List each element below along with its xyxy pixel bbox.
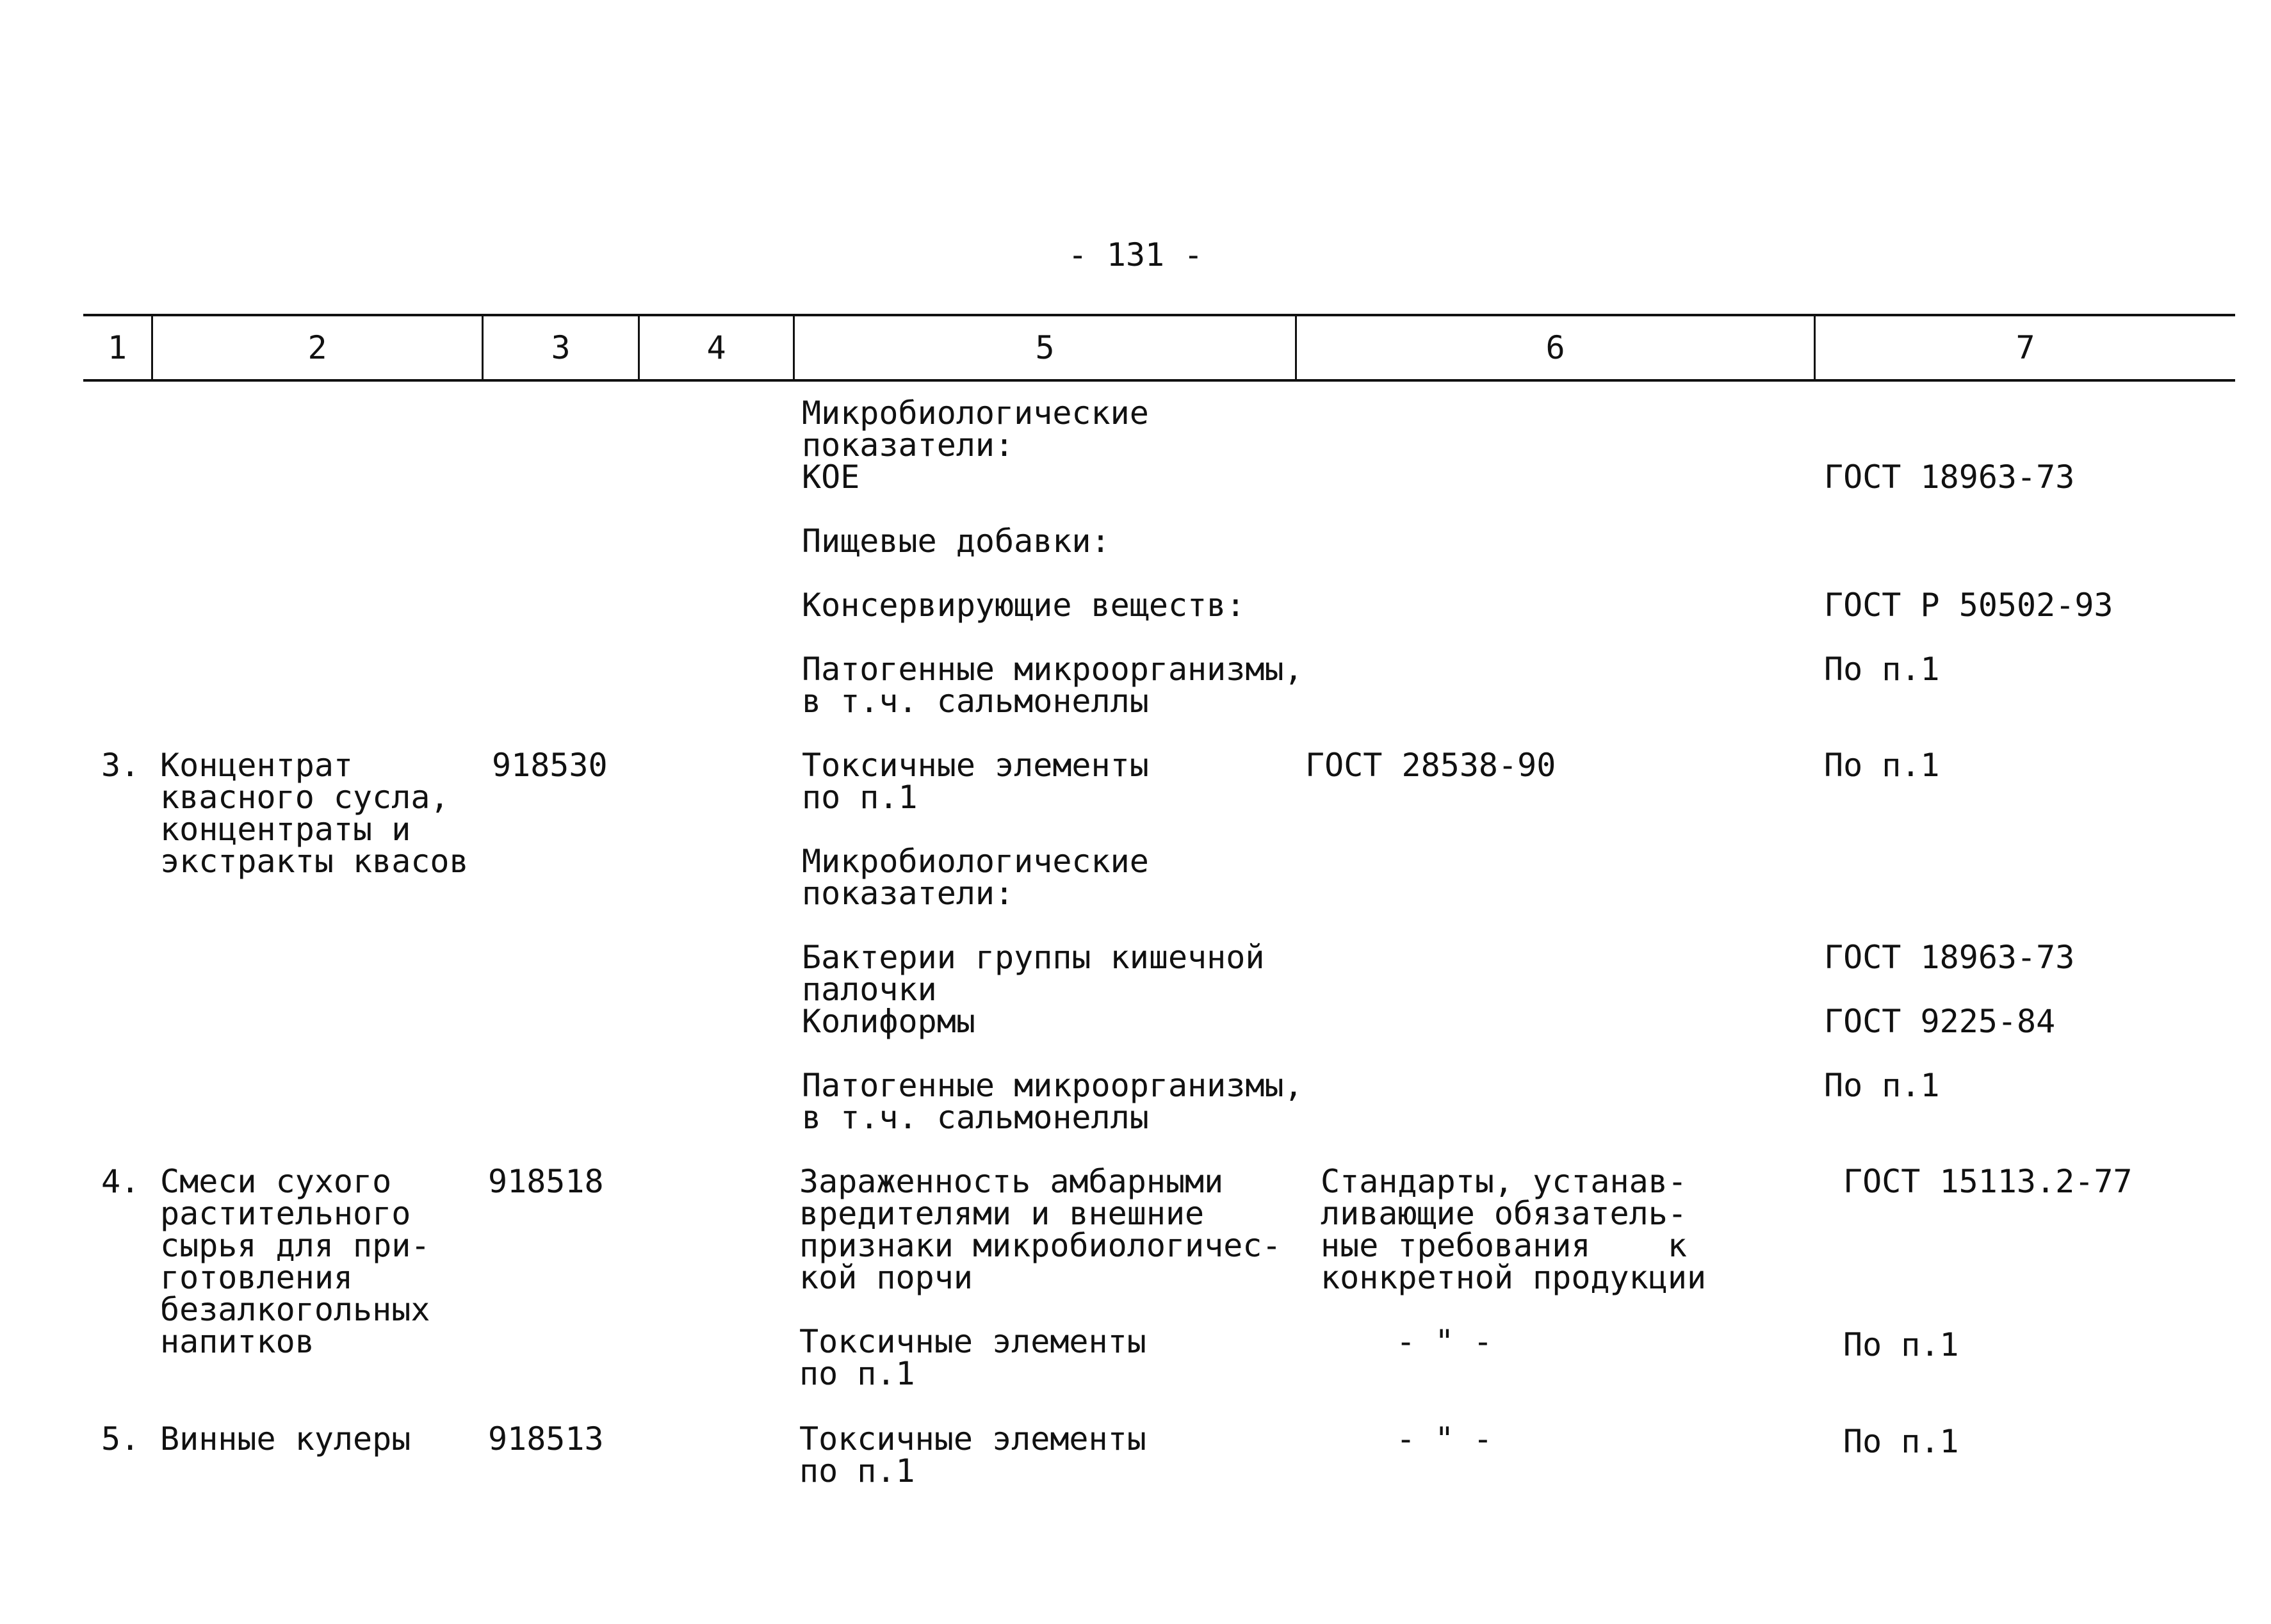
indicator-line: Микробиологические [802,394,1149,432]
norm-cell: По п.1 [1843,1326,1959,1363]
column-header-2: 2 [307,329,327,366]
norm-cell: ГОСТ 9225-84 [1824,1003,2056,1040]
norm-cell: ГОСТ 18963-73 [1824,459,2075,496]
indicator-line: КОЕ [802,459,860,496]
indicator-cell: Пищевые добавки: [802,523,1111,560]
norm-cell: По п.1 [1824,1067,1940,1104]
indicator-line: по п.1 [802,779,918,816]
indicator-line: Бактерии группы кишечной [802,939,1265,976]
code-cell: 918513 [488,1420,604,1458]
column-header-5: 5 [1035,329,1055,366]
indicator-line: показатели: [802,426,1014,464]
indicator-cell: Консервирующие веществ: [802,587,1246,624]
product-line: сырья для при- [160,1227,430,1264]
indicator-line: признаки микробиологичес- [799,1227,1282,1264]
product-line: безалкогольных [160,1291,430,1328]
indicator-line: кой порчи [799,1259,973,1296]
indicator-line: Патогенные микроорганизмы, [802,651,1303,688]
indicator-line: по п.1 [799,1452,915,1490]
norm-cell: ГОСТ Р 50502-93 [1824,587,2113,624]
indicator-line: Токсичные элементы [799,1323,1146,1360]
method-line: ливающие обязатель- [1321,1195,1687,1232]
method-line: конкретной продукции [1321,1259,1707,1296]
norm-cell: ГОСТ 18963-73 [1824,939,2075,976]
indicator-cell: Колиформы [802,1003,975,1040]
method-line: ные требования к [1321,1227,1687,1264]
product-cell: Винные кулеры [160,1420,411,1458]
method-cell: - " - [1396,1323,1493,1360]
norm-cell: По п.1 [1843,1423,1959,1460]
product-line: готовления [160,1259,354,1296]
row-number: 3. [101,747,140,784]
indicator-line: Патогенные микроорганизмы, [802,1067,1303,1104]
method-cell: ГОСТ 28538-90 [1305,747,1556,784]
indicator-line: Зараженность амбарными [799,1163,1224,1200]
product-line: концентраты и [160,811,411,848]
norm-cell: ГОСТ 15113.2-77 [1843,1163,2133,1200]
indicator-line: показатели: [802,875,1014,912]
column-header-6: 6 [1545,329,1565,366]
norm-cell: По п.1 [1824,747,1940,784]
method-line: Стандарты, устанав- [1321,1163,1687,1200]
row-number: 5. [101,1420,140,1458]
product-line: квасного сусла, [160,779,450,816]
indicator-line: Токсичные элементы [799,1420,1146,1458]
indicator-line: в т.ч. сальмонеллы [802,683,1149,720]
column-header-1: 1 [107,329,127,366]
indicator-line: в т.ч. сальмонеллы [802,1099,1149,1136]
column-header-3: 3 [551,329,571,366]
column-header-4: 4 [706,329,726,366]
product-line: Концентрат [160,747,354,784]
product-line: экстракты квасов [160,843,469,880]
indicator-line: палочки [802,971,937,1008]
indicator-line: Токсичные элементы [802,747,1149,784]
indicator-line: вредителями и внешние [799,1195,1205,1232]
product-line: Смеси сухого [160,1163,392,1200]
indicator-line: по п.1 [799,1355,915,1392]
method-cell: - " - [1396,1420,1493,1458]
indicator-line: Микробиологические [802,843,1149,880]
product-line: напитков [160,1323,314,1360]
code-cell: 918530 [492,747,608,784]
product-line: растительного [160,1195,411,1232]
page-number: - 131 - [1068,236,1203,273]
code-cell: 918518 [488,1163,604,1200]
row-number: 4. [101,1163,140,1200]
column-header-7: 7 [2015,329,2035,366]
norm-cell: По п.1 [1824,651,1940,688]
